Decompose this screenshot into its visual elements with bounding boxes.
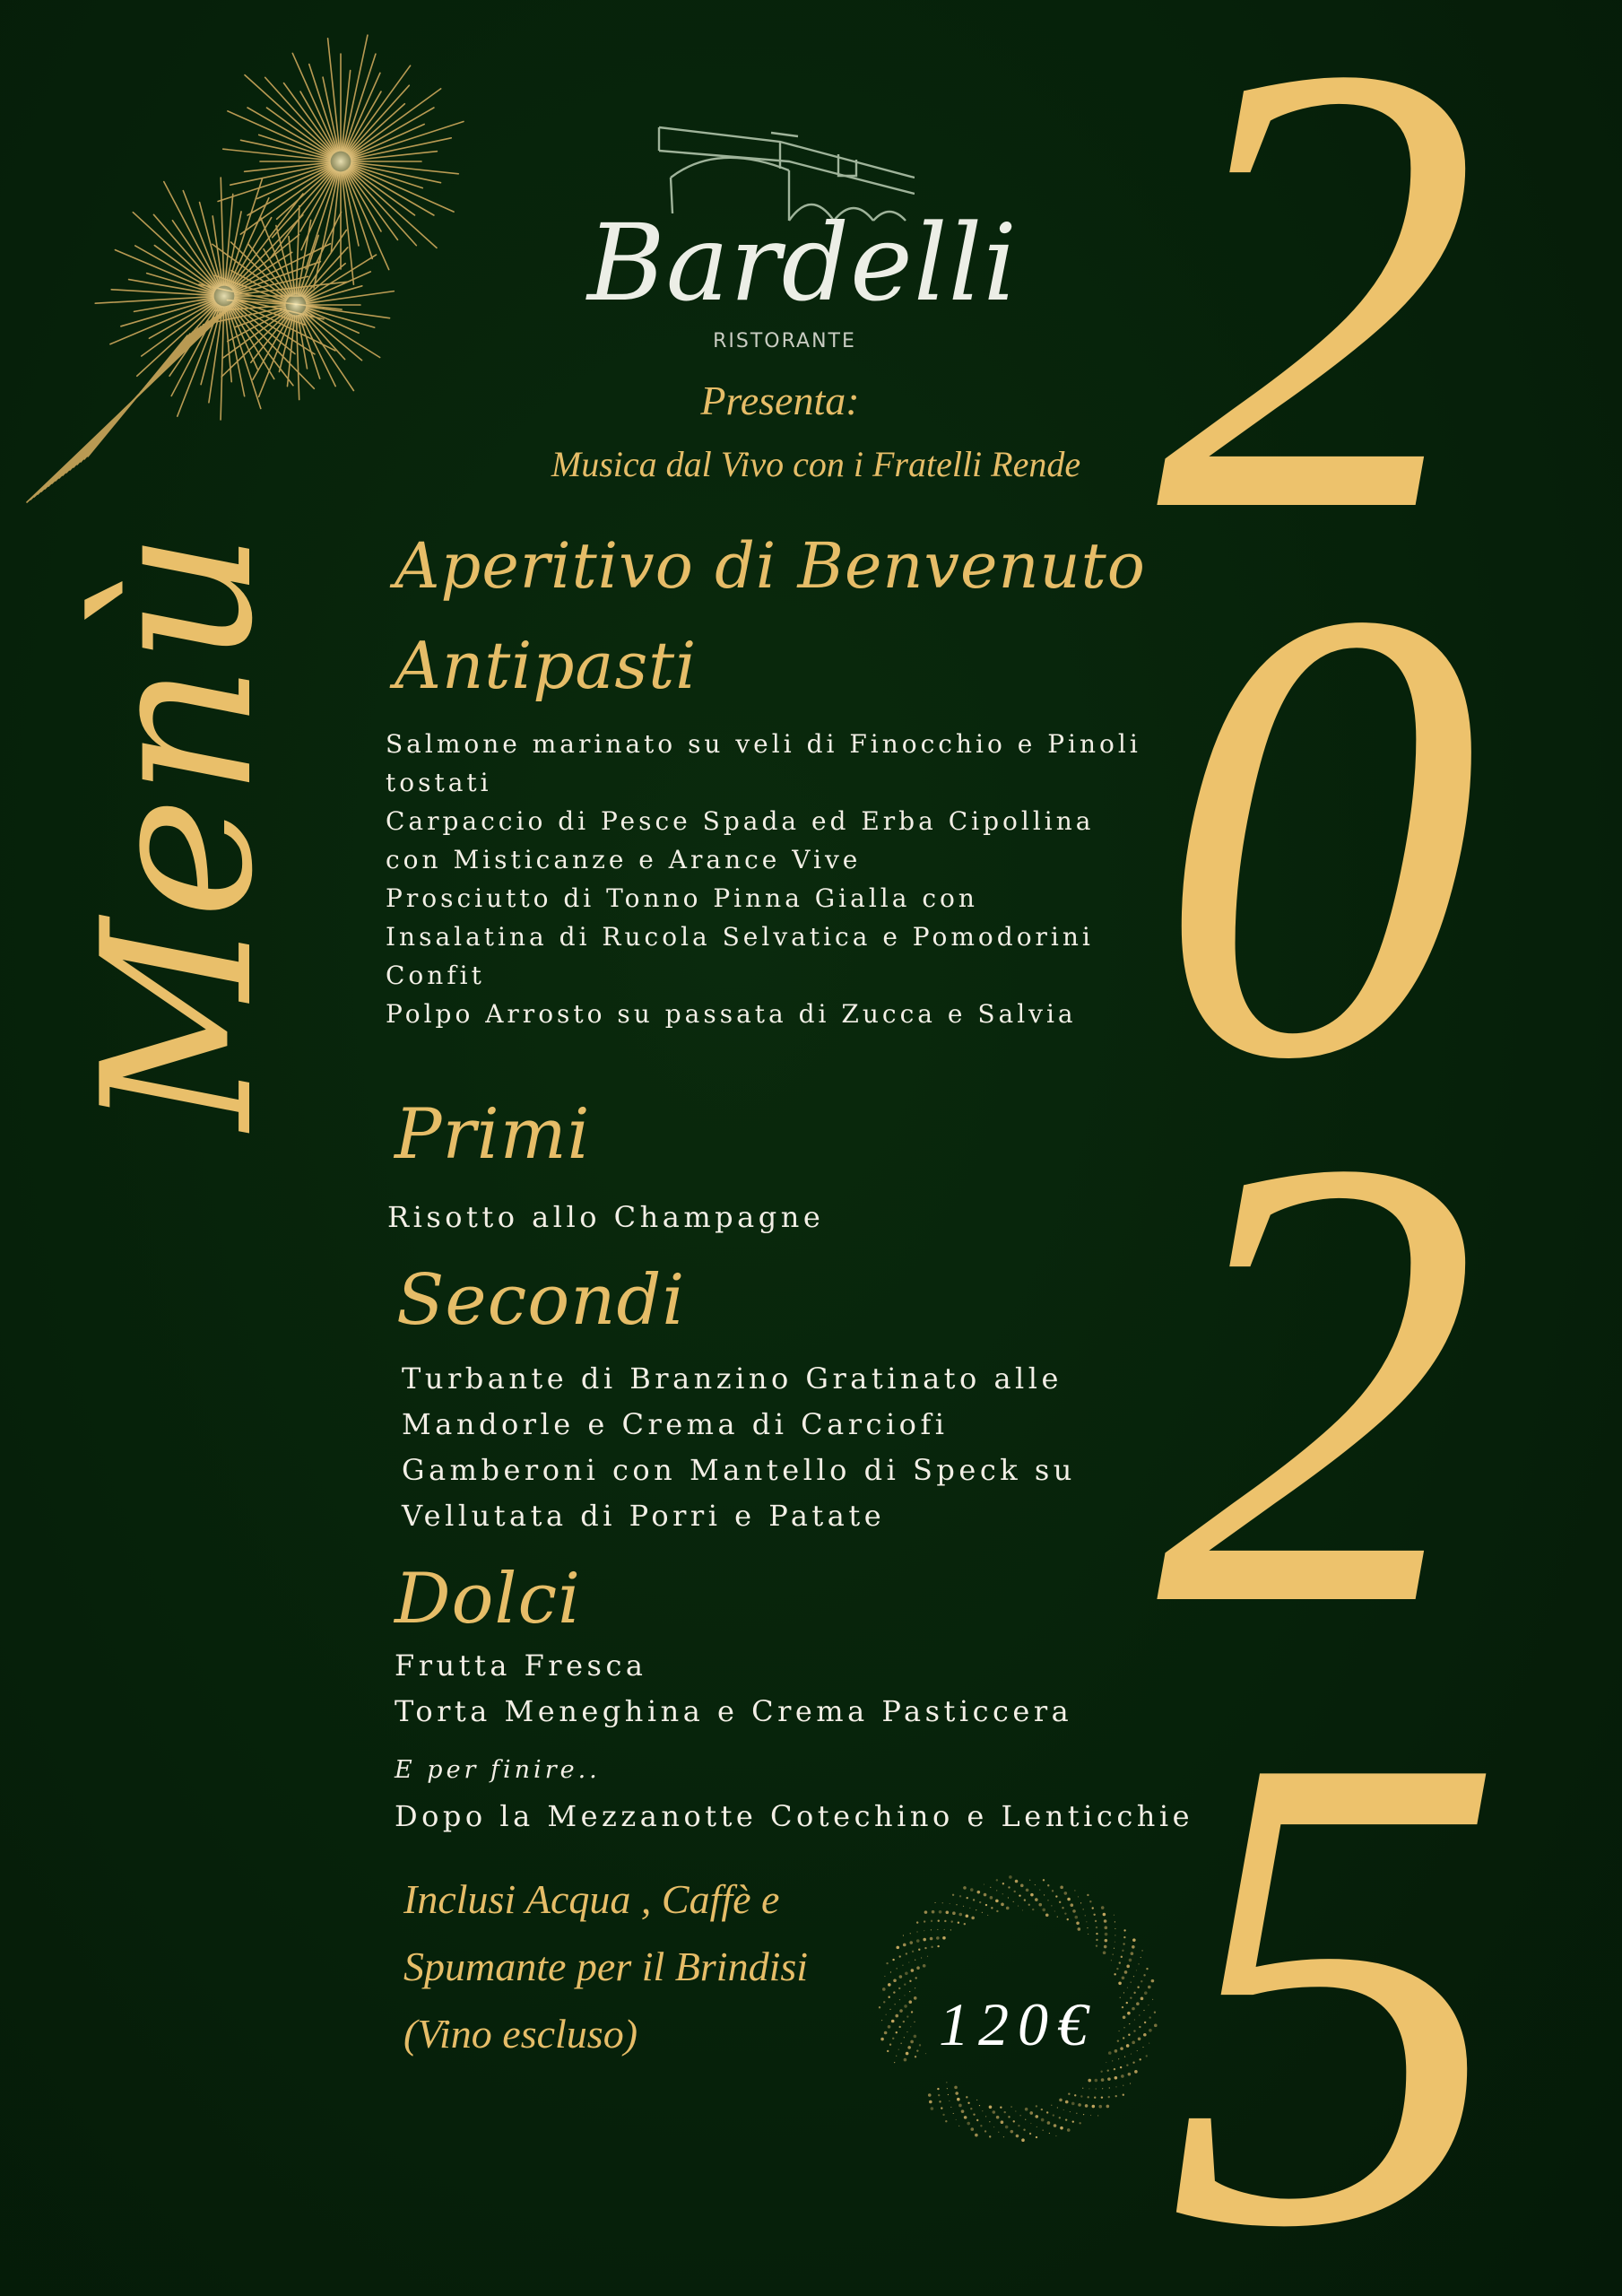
list-item: Insalatina di Rucola Selvatica e Pomodorini — [386, 922, 1094, 952]
dolci-title: Dolci — [395, 1559, 582, 1639]
event-line: Musica dal Vivo con i Fratelli Rende — [551, 444, 1081, 484]
list-item: Polpo Arrosto su passata di Zucca e Salvia — [386, 999, 1077, 1029]
list-item: Risotto allo Champagne — [387, 1200, 825, 1234]
dolci-list — [395, 1643, 1072, 1735]
presenta-label: Presenta: — [700, 378, 860, 423]
aperitivo-title: Aperitivo di Benvenuto — [395, 529, 1146, 603]
included-line: Inclusi Acqua , Caffè e — [403, 1876, 780, 1922]
finale-intro: E per finire.. — [395, 1756, 601, 1784]
list-item: Prosciutto di Tonno Pinna Gialla con — [386, 883, 978, 913]
included-line: (Vino escluso) — [403, 2011, 638, 2057]
brand-name: Bardelli — [587, 201, 1019, 325]
included-block — [403, 1866, 808, 2067]
list-item: Frutta Fresca — [395, 1648, 647, 1683]
fireworks-icon — [18, 0, 520, 529]
secondi-list — [402, 1356, 1076, 1539]
year-digit-2b: 2 — [1157, 1023, 1479, 1739]
list-item: Salmone marinato su veli di Finocchio e Pinoli — [386, 729, 1141, 759]
list-item: Mandorle e Crema di Carciofi — [402, 1407, 949, 1441]
list-item: Turbante di Branzino Gratinato alle — [402, 1361, 1063, 1396]
year-digit-0: 0 — [1157, 476, 1479, 1192]
year-digit-2a: 2 — [1157, 0, 1479, 645]
brand-subtitle: RISTORANTE — [713, 330, 856, 352]
primi-title: Primi — [395, 1094, 591, 1175]
year-digit-5: 5 — [1166, 1613, 1506, 2296]
antipasti-title: Antipasti — [395, 628, 698, 703]
menu-side-title: Menù — [59, 531, 299, 1130]
included-line: Spumante per il Brindisi — [403, 1944, 809, 1989]
price: 120€ — [939, 1990, 1097, 2058]
list-item: con Misticanze e Arance Vive — [386, 845, 862, 874]
finale-line: Dopo la Mezzanotte Cotechino e Lenticchie — [395, 1799, 1194, 1833]
list-item: Torta Meneghina e Crema Pasticcera — [395, 1694, 1073, 1728]
list-item: Gamberoni con Mantello di Speck su — [402, 1453, 1076, 1487]
antipasti-list — [386, 725, 1141, 1033]
list-item: Carpaccio di Pesce Spada ed Erba Cipollina — [386, 806, 1095, 836]
secondi-title: Secondi — [396, 1260, 686, 1341]
list-item: Vellutata di Porri e Patate — [402, 1499, 886, 1533]
list-item: Confit — [386, 961, 485, 990]
list-item: tostati — [386, 768, 492, 797]
